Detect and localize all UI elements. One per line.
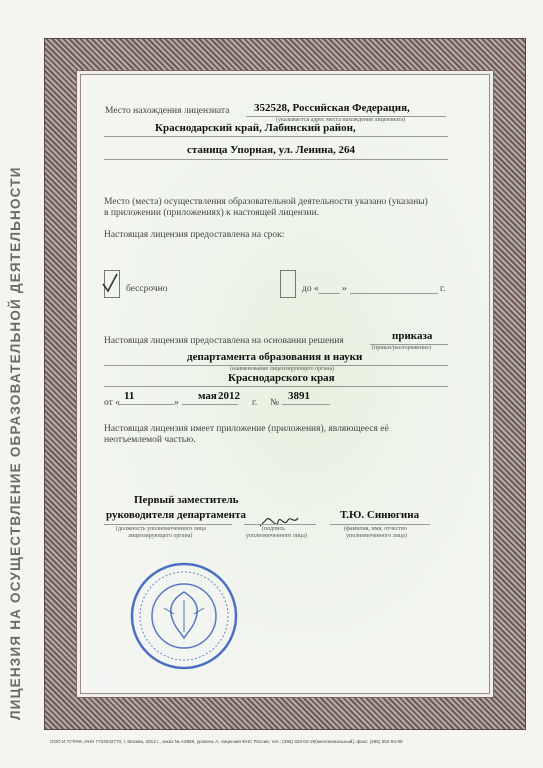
basis-doc-type-hint: (приказ/распоряжение) <box>372 345 432 351</box>
signatory-name: Т.Ю. Синюгина <box>340 509 420 521</box>
term-until-suffix: г. <box>440 284 446 294</box>
appendix-text-1: Настоящая лицензия имеет приложение (приложения), являющееся её <box>104 424 389 434</box>
term-indefinite: бессрочно <box>126 284 168 294</box>
checkmark-icon <box>100 272 120 299</box>
date-number-sign: № <box>270 398 280 408</box>
location-line-3: станица Упорная, ул. Ленина, 264 <box>187 144 356 156</box>
term-label: Настоящая лицензия предоставлена на срок: <box>104 230 285 240</box>
appendix-text-2: неотъемлемой частью. <box>104 435 196 445</box>
date-month: мая <box>198 390 217 402</box>
basis-doc-type: приказа <box>392 330 433 342</box>
signatory-position-2: руководителя департамента <box>106 509 247 521</box>
side-title: ЛИЦЕНЗИЯ НА ОСУЩЕСТВЛЕНИЕ ОБРАЗОВАТЕЛЬНОЙ ДЕЯТЕЛЬНОСТИ <box>8 166 23 720</box>
position-hint-2: лицензирующего органа) <box>128 533 193 539</box>
term-until-mid: » <box>342 284 347 294</box>
basis-org-hint: (наименование лицензирующего органа) <box>230 366 335 372</box>
official-seal <box>128 560 240 672</box>
places-text-2: в приложении (приложениях) к настоящей лицензии. <box>104 208 320 218</box>
name-hint-2: уполномоченного лица) <box>346 533 407 539</box>
until-checkbox <box>280 270 296 298</box>
signature-hint-1: (подпись <box>262 526 285 532</box>
date-year-suffix: г. <box>252 398 258 408</box>
basis-org-line-2: Краснодарского края <box>228 372 335 384</box>
date-year: 2012 <box>218 390 240 402</box>
location-line-1: 352528, Российская Федерация, <box>254 102 410 114</box>
places-text-1: Место (места) осуществления образовательной деятельности указано (указаны) <box>104 197 428 207</box>
position-hint-1: (должность уполномоченного лица <box>116 526 206 532</box>
location-line-2: Краснодарский край, Лабинский район, <box>155 122 356 134</box>
location-hint: (указывается адрес места нахождения лицензиата) <box>276 117 406 123</box>
date-prefix: от « <box>104 398 120 408</box>
term-until-prefix: до « <box>302 284 319 294</box>
signatory-position-1: Первый заместитель <box>134 494 239 506</box>
date-number: 3891 <box>288 390 310 402</box>
printer-footer: ООО И.Т.ГРАФ, ИНН 7734032770, г. Москва, 2012 г., заказ № А3886, уровень А, лицензия ФНС России, тел.: (495) 332-02-20(многоканальный), факс: (495) 552-64-09 <box>50 739 403 744</box>
signature-hint-2: уполномоченного лица) <box>246 533 307 539</box>
basis-label: Настоящая лицензия предоставлена на основании решения <box>104 336 344 346</box>
date-day: 11 <box>124 390 135 402</box>
date-close: » <box>174 398 179 408</box>
basis-org-line-1: департамента образования и науки <box>187 351 363 363</box>
name-hint-1: (фамилия, имя, отчество <box>344 526 407 532</box>
location-label: Место нахождения лицензиата <box>105 106 230 116</box>
